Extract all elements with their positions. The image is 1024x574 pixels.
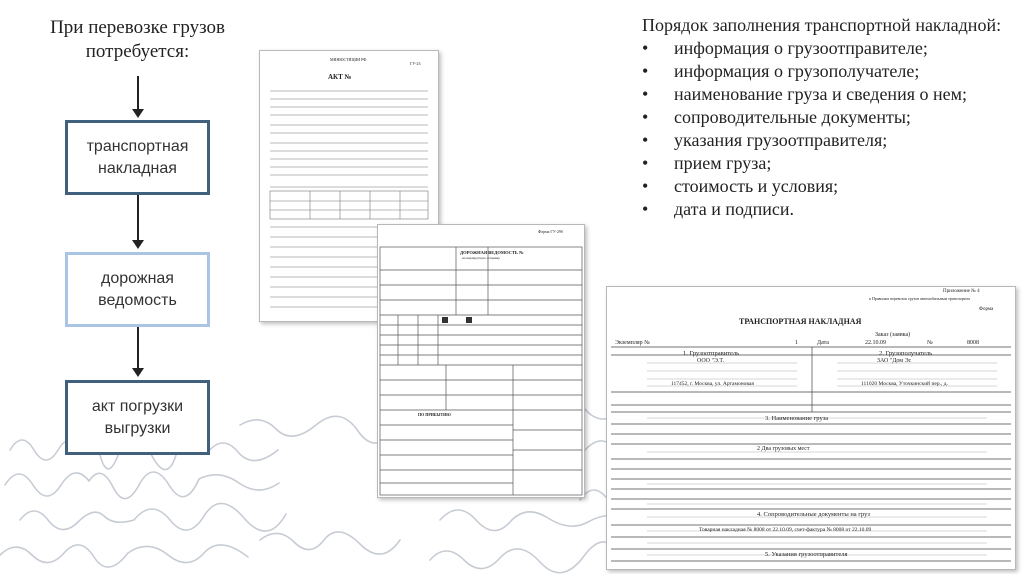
road-sheet-subtitle: на маршрутную отправку <box>462 256 501 260</box>
bullet-icon: • <box>642 61 649 81</box>
waybill-appendix: Приложение № 4 <box>943 289 980 294</box>
waybill-copy-label: Экземпляр № <box>615 340 650 346</box>
waybill-rules: к Правилам перевозок грузов автомобильным транспортом <box>869 296 970 301</box>
waybill-order: Заказ (заявка) <box>875 332 911 338</box>
list-item-text: сопроводительные документы; <box>674 107 911 127</box>
road-sheet-form: Форма ГУ-29б <box>538 229 563 234</box>
waybill-docs-value: Товарная накладная № 8008 от 22.10.09, счет-фактура № 8008 от 22.10.09 <box>699 527 872 533</box>
filling-order-list <box>642 37 1012 221</box>
waybill-no-label: № <box>927 340 933 346</box>
flow-arrow-1 <box>137 76 139 116</box>
list-item <box>642 60 1012 83</box>
road-sheet-document-image <box>377 224 585 498</box>
bullet-icon: • <box>642 199 649 219</box>
waybill-no: 8008 <box>967 340 979 346</box>
waybill-title: ТРАНСПОРТНАЯ НАКЛАДНАЯ <box>739 317 862 326</box>
bullet-icon: • <box>642 107 649 127</box>
bullet-icon: • <box>642 153 649 173</box>
right-heading: Порядок заполнения транспортной накладной: <box>642 15 1002 35</box>
waybill-date: 22.10.09 <box>865 340 886 346</box>
list-item-text: информация о грузополучателе; <box>674 61 920 81</box>
waybill-date-label: Дата <box>817 340 829 346</box>
road-sheet-received: ПО ПРИБЫТИЮ <box>418 412 451 417</box>
list-item <box>642 175 1012 198</box>
waybill-instructions-label: 5. Указания грузоотправителя <box>765 551 848 558</box>
list-item-text: указания грузоотправителя; <box>674 130 888 150</box>
bullet-icon: • <box>642 38 649 58</box>
waybill-shipper-address: 117452, г. Москва, ул. Артамоновая <box>671 381 754 387</box>
flow-step-label: транспортная накладная <box>86 137 189 177</box>
waybill-consignee-name: ЗАО "Дом Эс <box>877 358 912 364</box>
waybill-docs-label: 4. Сопроводительные документы на груз <box>757 511 870 518</box>
bullet-icon: • <box>642 130 649 150</box>
flow-step-transport-waybill <box>65 120 210 195</box>
list-item-text: наименование груза и сведения о нем; <box>674 84 967 104</box>
flow-step-label: дорожная ведомость <box>98 269 177 309</box>
road-sheet-form-lines <box>378 225 584 497</box>
flow-step-label: акт погрузки выгрузки <box>91 397 184 437</box>
flow-arrow-2 <box>137 195 139 247</box>
act-title: АКТ № <box>328 73 352 81</box>
list-item <box>642 37 1012 60</box>
flow-step-road-sheet <box>65 252 210 327</box>
list-item-text: дата и подписи. <box>674 199 795 219</box>
act-ministry: МИНЮСТИЦИИ РФ <box>330 57 367 62</box>
list-item <box>642 106 1012 129</box>
flow-step-loading-act <box>65 380 210 455</box>
list-item <box>642 152 1012 175</box>
flow-arrow-3 <box>137 327 139 375</box>
list-item <box>642 83 1012 106</box>
act-form: ГУ-23 <box>410 61 421 66</box>
waybill-form: Форма <box>979 307 994 312</box>
waybill-cargo-value: 2 Два грузовых мест <box>757 446 810 452</box>
waybill-consignee-label: 2. Грузополучатель <box>879 350 933 357</box>
left-heading: При перевозке грузов потребуется: <box>50 17 225 62</box>
waybill-shipper-name: ООО "Э.Т. <box>697 358 724 364</box>
waybill-cargo-label: 3. Наименование груза <box>765 415 829 422</box>
bullet-icon: • <box>642 176 649 196</box>
bullet-icon: • <box>642 84 649 104</box>
waybill-copy-no: 1 <box>795 340 798 346</box>
filling-order-section <box>642 14 1012 221</box>
waybill-consignee-address: 111020 Москва, Уточкинский пер., д. <box>861 381 948 387</box>
transport-waybill-document-image <box>606 286 1016 570</box>
road-sheet-title: ДОРОЖНАЯ ВЕДОМОСТЬ № <box>460 250 524 255</box>
list-item <box>642 198 1012 221</box>
list-item-text: прием груза; <box>674 153 772 173</box>
list-item-text: информация о грузоотправителе; <box>674 38 928 58</box>
list-item-text: стоимость и условия; <box>674 176 839 196</box>
waybill-shipper-label: 1. Грузоотправитель <box>683 350 740 357</box>
list-item <box>642 129 1012 152</box>
